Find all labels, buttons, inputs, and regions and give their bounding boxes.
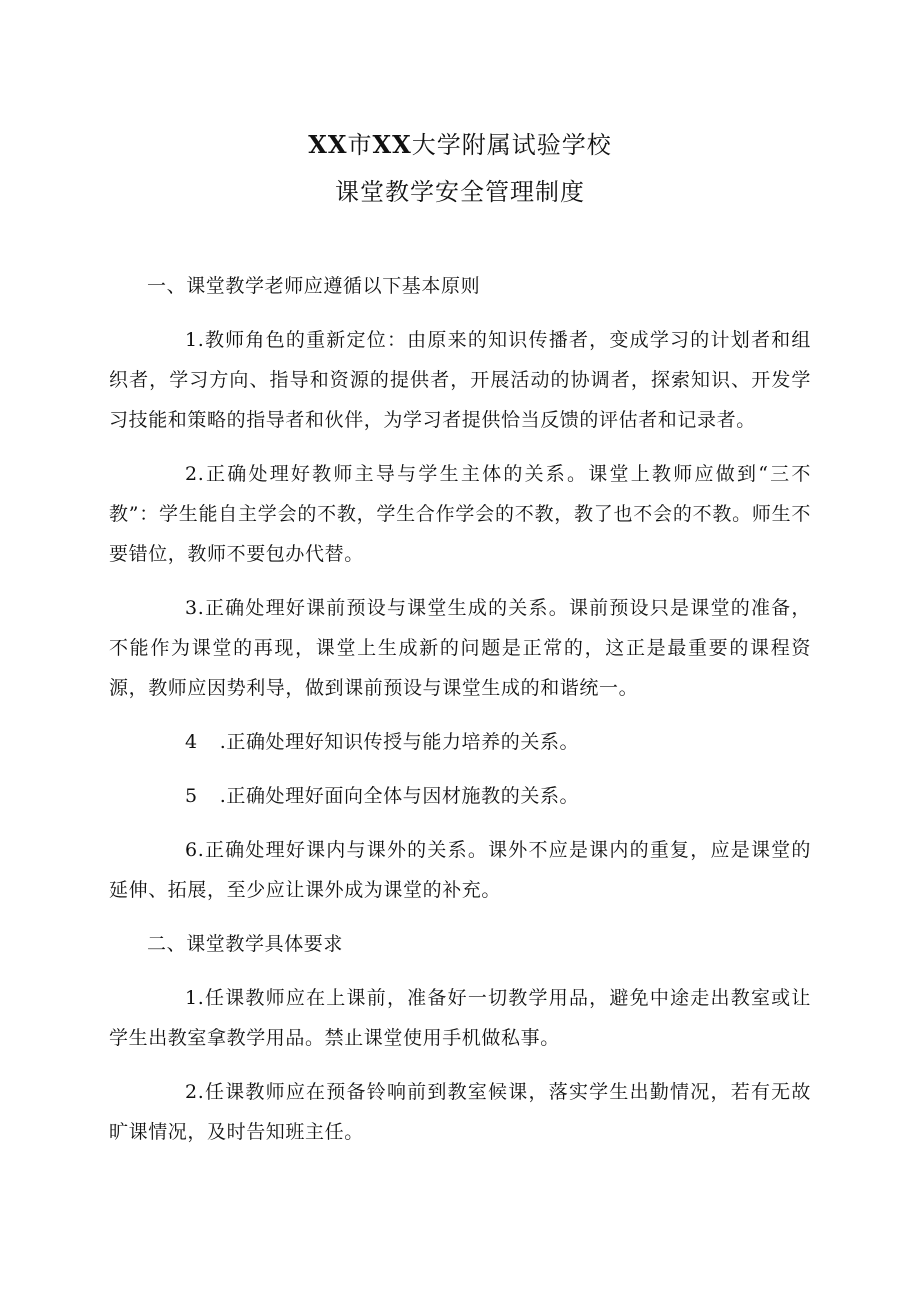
title-city-placeholder: XX (308, 130, 348, 159)
principle-item-4 (109, 722, 811, 762)
requirement-text-1: .任课教师应在上课前，准备好一切教学用品，避免中途走出教室或让学生出教室拿教学用品。禁止课堂使用手机做私事。 (109, 987, 811, 1049)
principle-number-1: 1 (185, 329, 198, 351)
principle-text-5: .正确处理好面向全体与因材施教的关系。 (219, 785, 580, 807)
requirement-text-2: 任课教师应在预备铃响前到教室候课，落实学生出勤情况，若有无故旷课情况，及时告知班主任。 (109, 1081, 811, 1143)
principle-item-6 (109, 830, 811, 910)
title-school-name: 大学附属试验学校 (411, 131, 612, 159)
principle-item-3 (109, 588, 811, 708)
principle-item-5 (109, 776, 811, 816)
principle-text-4: .正确处理好知识传授与能力培养的关系。 (219, 731, 580, 753)
principle-text-1: .教师角色的重新定位：由原来的知识传播者，变成学习的计划者和组织者，学习方向、指导和资源的提供者，开展活动的协调者，探索知识、开发学习技能和策略的指导者和伙伴，为学习者提供恰当反馈的评估者和记录者。 (109, 329, 811, 431)
principle-number-2: 2 (185, 463, 198, 485)
section-heading-principles: 一、课堂教学老师应遵循以下基本原则 (147, 275, 481, 297)
principle-number-3: 3 (185, 597, 198, 619)
title-university-placeholder: XX (372, 130, 412, 159)
section-heading-requirements: 二、课堂教学具体要求 (147, 933, 344, 955)
requirement-number-2: 2. (185, 1081, 205, 1103)
requirement-item-2 (109, 1072, 811, 1152)
requirement-number-1: 1 (185, 987, 198, 1009)
principle-number-6: 6 (185, 839, 198, 861)
principle-number-4: 4 (185, 731, 198, 753)
requirement-item-1 (109, 978, 811, 1058)
principle-text-3: .正确处理好课前预设与课堂生成的关系。课前预设只是课堂的准备，不能作为课堂的再现，课堂上生成新的问题是正常的，这正是最重要的课程资源，教师应因势利导，做到课前预设与课堂生成的和谐统一。 (109, 597, 811, 699)
document-body (109, 266, 811, 1166)
title-city-suffix: 市 (347, 131, 373, 159)
document-title-main (0, 130, 920, 160)
principle-text-6: .正确处理好课内与课外的关系。课外不应是课内的重复，应是课堂的延伸、拓展，至少应让课外成为课堂的补充。 (109, 839, 811, 901)
document-title-sub: 课堂教学安全管理制度 (335, 178, 585, 206)
principle-item-1 (109, 320, 811, 440)
principle-item-2 (109, 454, 811, 574)
principle-text-2: .正确处理好教师主导与学生主体的关系。课堂上教师应做到“三不教”：学生能自主学会的不教，学生合作学会的不教，教了也不会的不教。师生不要错位，教师不要包办代替。 (109, 463, 811, 565)
principle-number-5: 5 (185, 785, 198, 807)
